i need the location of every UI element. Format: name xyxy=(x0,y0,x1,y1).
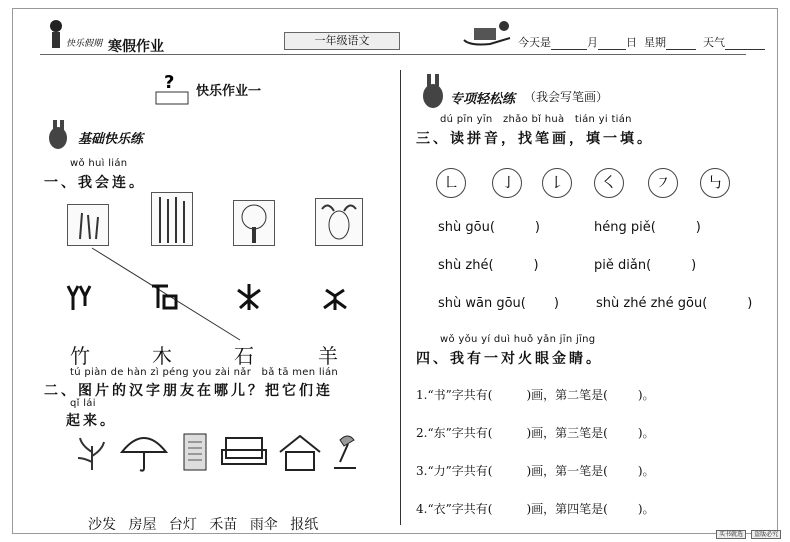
stroke-open: 笔是( xyxy=(579,464,608,478)
month-label: 月 xyxy=(587,36,598,49)
stroke-close: )。 xyxy=(637,464,655,478)
item-num: 2. xyxy=(416,426,428,440)
label-hengpie: héng piě( xyxy=(594,220,656,235)
q2-pinyin-a: tú piàn de hàn zì péng you zài nǎr xyxy=(70,367,252,378)
stroke-circle-3: ㇙ xyxy=(542,168,572,198)
q3-text: 三、读拼音，找笔画，填一填。 xyxy=(416,131,654,147)
stroke-blank-hengpie[interactable] xyxy=(594,220,701,235)
q1-text: 一、我会连。 xyxy=(44,175,146,191)
q2-line-2: 起来。 xyxy=(66,413,117,429)
stroke-circle-4: ㇛ xyxy=(594,168,624,198)
item-char: 东 xyxy=(433,426,446,440)
close-paren: ) xyxy=(695,220,701,235)
stroke-circle-6: ㇉ xyxy=(700,168,730,198)
item-ordinal: 一 xyxy=(567,464,580,478)
stroke-open: 笔是( xyxy=(579,388,608,402)
item-num: 4. xyxy=(416,502,428,516)
quote-open: “ xyxy=(427,464,434,478)
q3-pinyin: dú pīn yīn zhǎo bǐ huà tián yi tián xyxy=(440,114,632,125)
desk-lamp-icon xyxy=(330,432,366,472)
item-char: 力 xyxy=(433,464,446,478)
word-sofa: 沙发 xyxy=(88,517,116,533)
close-paren: ) xyxy=(747,296,753,311)
date-line xyxy=(518,34,765,50)
item-num: 3. xyxy=(416,464,428,478)
item-char: 衣 xyxy=(433,502,446,516)
word-sprout: 禾苗 xyxy=(209,517,238,533)
quote-open: “ xyxy=(427,388,434,402)
count-close: )画，第 xyxy=(526,502,568,516)
weather-label: 天气 xyxy=(703,36,725,49)
question-book-icon xyxy=(152,72,192,106)
q1-pinyin: wǒ huì lián xyxy=(70,158,128,169)
sleigh-icon xyxy=(460,18,516,48)
q4-item-2[interactable] xyxy=(416,424,655,441)
oracle-glyph-goat xyxy=(320,286,350,319)
count-close: )画，第 xyxy=(526,388,568,402)
item-ordinal: 四 xyxy=(567,502,580,516)
label-shuwangou: shù wān gōu( xyxy=(438,296,526,311)
rice-sprout-icon xyxy=(74,436,110,472)
rabbit-mascot-icon xyxy=(44,118,78,152)
footer-tags xyxy=(716,521,781,540)
section-special: 专项轻松练 xyxy=(450,92,516,107)
stroke-circle-2: ㇚ xyxy=(492,168,522,198)
label-piedian: piě diǎn( xyxy=(594,258,652,273)
q2-line-1: 二、图片的汉字朋友在哪儿？把它们连 xyxy=(44,383,333,399)
label-shugou: shù gōu( xyxy=(438,220,495,235)
char-yang: 羊 xyxy=(318,344,338,368)
q4-text: 四、我有一对火眼金睛。 xyxy=(416,351,603,367)
month-blank[interactable] xyxy=(551,39,587,50)
quote-open: “ xyxy=(427,502,434,516)
day-blank[interactable] xyxy=(598,39,626,50)
stroke-blank-shuwangou[interactable] xyxy=(438,296,559,311)
bamboo-picture-icon xyxy=(67,204,109,246)
rabbit-reader-icon xyxy=(416,70,450,110)
item-ordinal: 二 xyxy=(567,388,580,402)
oracle-glyph-wood xyxy=(234,282,264,319)
close-paren: ) xyxy=(553,296,559,311)
right-subtitle: （我会写笔画） xyxy=(524,90,609,104)
section-basic: 基础快乐练 xyxy=(78,132,144,147)
close-paren: ) xyxy=(533,258,539,273)
stroke-circle-5: ㇇ xyxy=(648,168,678,198)
left-title: 快乐作业一 xyxy=(196,84,262,99)
word-lamp: 台灯 xyxy=(168,517,197,533)
svg-text:快乐假期: 快乐假期 xyxy=(66,39,103,49)
count-open: ”字共有( xyxy=(445,426,493,440)
word-house: 房屋 xyxy=(128,517,157,533)
q4-item-4[interactable] xyxy=(416,500,655,517)
stroke-close: )。 xyxy=(637,388,655,402)
newspaper-icon xyxy=(180,432,210,472)
item-num: 1. xyxy=(416,388,428,402)
umbrella-icon xyxy=(120,430,168,474)
label-shuzhe: shù zhé( xyxy=(438,258,494,273)
weekday-blank[interactable] xyxy=(666,39,696,50)
house-icon xyxy=(278,434,322,472)
item-char: 书 xyxy=(433,388,446,402)
brand-title: 寒假作业 xyxy=(108,39,164,55)
date-today-label: 今天是 xyxy=(518,36,551,49)
oracle-glyph-bamboo xyxy=(64,282,94,319)
q4-pinyin: wǒ yǒu yí duì huǒ yǎn jīn jīng xyxy=(440,334,596,345)
char-shi: 石 xyxy=(234,344,254,368)
cartoon-logo-icon xyxy=(44,16,106,52)
footer-tag-1: 买书就选 xyxy=(716,530,746,539)
svg-text:?: ? xyxy=(164,72,175,93)
subject-label: 一年级语文 xyxy=(284,32,400,50)
q4-item-3[interactable] xyxy=(416,462,655,479)
stroke-blank-shuzhezhegou[interactable] xyxy=(596,296,752,311)
count-open: ”字共有( xyxy=(445,502,493,516)
tree-picture-icon xyxy=(233,200,275,246)
q4-item-1[interactable] xyxy=(416,386,655,403)
stroke-blank-shuzhe[interactable] xyxy=(438,258,539,273)
quote-open: “ xyxy=(427,426,434,440)
stroke-blank-shugou[interactable] xyxy=(438,220,540,235)
stroke-open: 笔是( xyxy=(579,502,608,516)
column-divider xyxy=(400,70,401,525)
char-zhu: 竹 xyxy=(70,344,90,368)
count-open: ”字共有( xyxy=(445,464,493,478)
oracle-glyph-stone xyxy=(150,282,180,319)
close-paren: ) xyxy=(691,258,697,273)
weekday-label: 星期 xyxy=(644,36,666,49)
stroke-open: 笔是( xyxy=(579,426,608,440)
q2-pinyin-3: qǐ lái xyxy=(70,398,96,409)
weather-blank[interactable] xyxy=(725,39,765,50)
day-label: 日 xyxy=(626,36,637,49)
q2-pinyin-b: bǎ tā men lián xyxy=(261,367,339,378)
count-close: )画，第 xyxy=(526,426,568,440)
char-mu: 木 xyxy=(152,344,172,368)
bamboo-forest-picture-icon xyxy=(151,192,193,246)
q2-pinyin-1 xyxy=(70,367,338,378)
stroke-close: )。 xyxy=(637,502,655,516)
word-newspaper: 报纸 xyxy=(290,517,319,533)
count-open: ”字共有( xyxy=(445,388,493,402)
stroke-close: )。 xyxy=(637,426,655,440)
stroke-blank-piedian[interactable] xyxy=(594,258,696,273)
goat-picture-icon xyxy=(315,198,363,246)
label-shuzhezhegou: shù zhé zhé gōu( xyxy=(596,296,708,311)
footer-tag-2: 盗版必究 xyxy=(751,530,781,539)
word-umbrella: 雨伞 xyxy=(249,517,278,533)
stroke-circle-1: ㇗ xyxy=(436,168,466,198)
count-close: )画，第 xyxy=(526,464,568,478)
q2-word-list xyxy=(88,514,318,534)
item-ordinal: 三 xyxy=(567,426,580,440)
close-paren: ) xyxy=(534,220,540,235)
sofa-icon xyxy=(220,432,268,472)
